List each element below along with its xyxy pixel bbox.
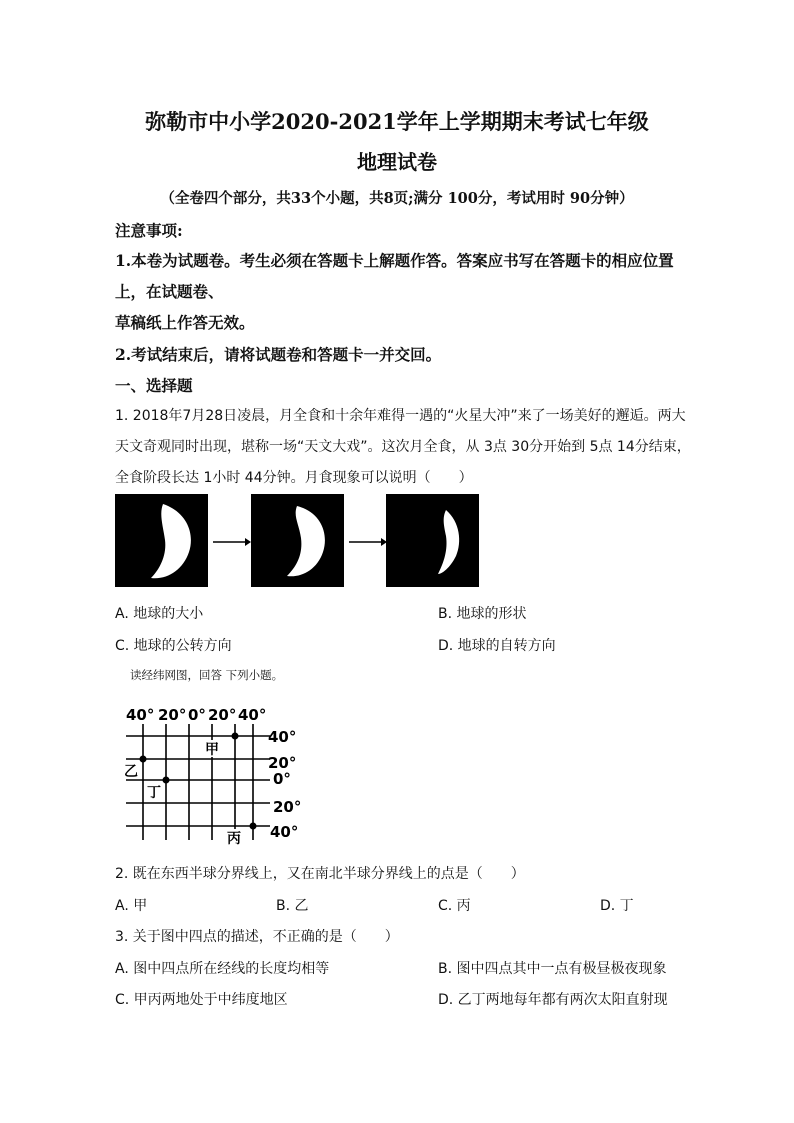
point-jia-marker xyxy=(232,733,239,740)
section-heading: 一、选择题 xyxy=(115,376,193,395)
point-ding-marker xyxy=(163,777,170,784)
lat-label-20s: 20° xyxy=(273,798,302,816)
q2-option-c[interactable]: C. 丙 xyxy=(438,898,471,914)
moon-phase-image-1 xyxy=(115,494,208,587)
lat-label-40n: 40° xyxy=(268,728,297,746)
q2-option-a[interactable]: A. 甲 xyxy=(115,898,148,914)
note-item-2: 2.考试结束后，请将试题卷和答题卡一并交回。 xyxy=(115,345,442,364)
lat-label-40s: 40° xyxy=(270,823,299,841)
lat-long-grid-diagram xyxy=(110,700,320,850)
q3-option-d[interactable]: D. 乙丁两地每年都有两次太阳直射现 xyxy=(438,992,668,1008)
lon-label-20e: 20° xyxy=(208,706,237,724)
point-jia-label: 甲 xyxy=(205,742,219,758)
note-item-1a: 1.本卷为试题卷。考生必须在答题卡上解题作答。答案应书写在答题卡的相应位置 xyxy=(115,251,674,270)
q2-option-d[interactable]: D. 丁 xyxy=(600,898,634,914)
q3-option-b[interactable]: B. 图中四点其中一点有极昼极夜现象 xyxy=(438,961,667,977)
map-intro: 读经纬网图，回答 下列小题。 xyxy=(130,668,284,682)
q1-line-3: 全食阶段长达 1小时 44分钟。月食现象可以说明（ ） xyxy=(115,470,473,486)
q1-option-c[interactable]: C. 地球的公转方向 xyxy=(115,638,232,654)
exam-subtitle: 地理试卷 xyxy=(357,150,437,174)
point-ding-label: 丁 xyxy=(147,785,161,801)
point-yi-marker xyxy=(140,756,147,763)
q1-option-a[interactable]: A. 地球的大小 xyxy=(115,606,204,622)
arrow-icon xyxy=(349,538,387,546)
q1-option-d[interactable]: D. 地球的自转方向 xyxy=(438,638,556,654)
point-bing-marker xyxy=(250,823,257,830)
lon-label-20w: 20° xyxy=(158,706,187,724)
lon-label-0: 0° xyxy=(188,706,206,724)
note-item-1b: 上，在试题卷、 xyxy=(115,282,224,301)
point-yi-label: 乙 xyxy=(124,764,138,780)
exam-meta: （全卷四个部分，共33个小题，共8页;满分 100分，考试用时 90分钟） xyxy=(160,190,634,207)
q2-stem: 2. 既在东西半球分界线上，又在南北半球分界线上的点是（ ） xyxy=(115,866,525,882)
lat-label-0: 0° xyxy=(273,770,291,788)
exam-title: 弥勒市中小学2020-2021学年上学期期末考试七年级 xyxy=(145,109,649,134)
lon-label-40w: 40° xyxy=(126,706,155,724)
q2-option-b[interactable]: B. 乙 xyxy=(276,898,309,914)
moon-phase-image-3 xyxy=(386,494,479,587)
q1-line-2: 天文奇观同时出现，堪称一场“天文大戏”。这次月全食，从 3点 30分开始到 5点 14分结束， xyxy=(115,439,691,455)
q1-line-1: 1. 2018年7月28日凌晨，月全食和十余年难得一遇的“火星大冲”来了一场美好的邂逅。两大 xyxy=(115,408,686,424)
q1-option-b[interactable]: B. 地球的形状 xyxy=(438,606,527,622)
notes-heading: 注意事项: xyxy=(115,221,183,240)
q3-option-c[interactable]: C. 甲丙两地处于中纬度地区 xyxy=(115,992,288,1008)
q3-option-a[interactable]: A. 图中四点所在经线的长度均相等 xyxy=(115,961,330,977)
point-bing-label: 丙 xyxy=(227,831,241,847)
arrow-icon xyxy=(213,538,251,546)
moon-phase-image-2 xyxy=(251,494,344,587)
q3-stem: 3. 关于图中四点的描述，不正确的是（ ） xyxy=(115,929,399,945)
lat-label-20n: 20° xyxy=(268,754,297,772)
note-item-1c: 草稿纸上作答无效。 xyxy=(115,313,255,332)
lon-label-40e: 40° xyxy=(238,706,267,724)
